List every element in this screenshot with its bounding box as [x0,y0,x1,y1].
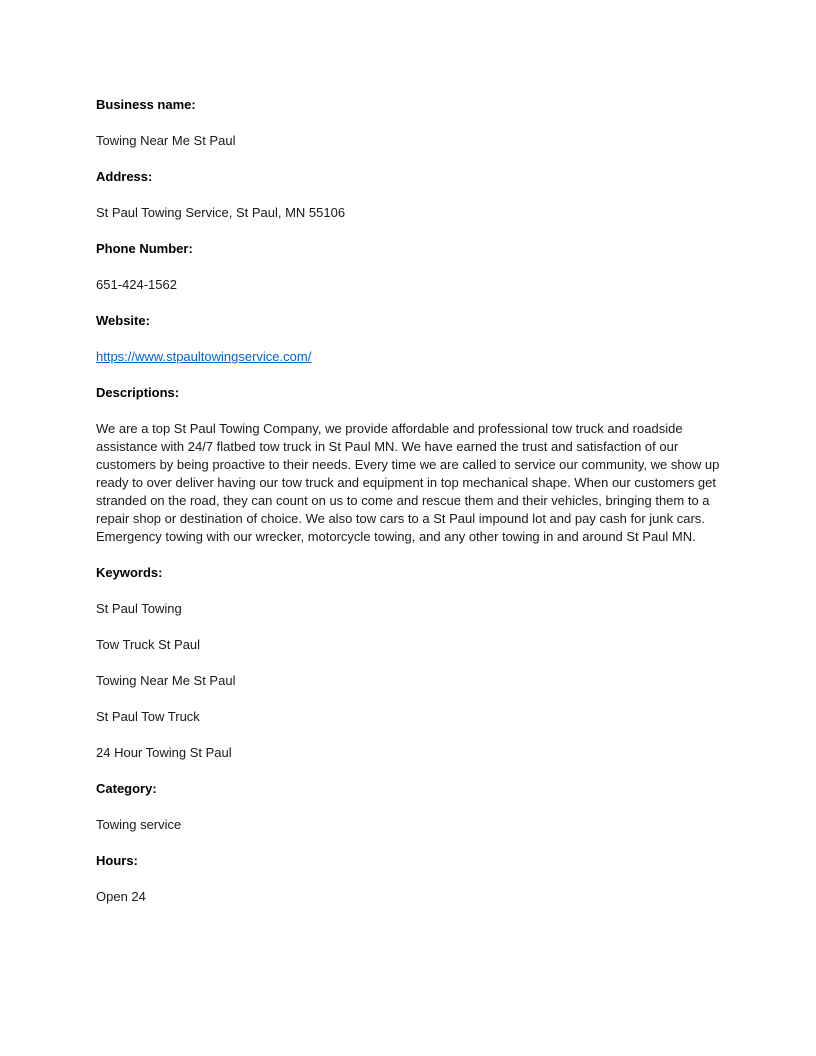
hours-label: Hours: [96,853,138,868]
website-label: Website: [96,313,150,328]
website-link[interactable]: https://www.stpaultowingservice.com/ [96,349,312,364]
document-body [96,96,720,906]
phone-number-label: Phone Number: [96,241,193,256]
keyword-item: St Paul Towing [96,601,182,616]
business-name-label: Business name: [96,97,196,112]
keyword-item: Towing Near Me St Paul [96,673,236,688]
phone-number-value: 651-424-1562 [96,277,177,292]
category-label: Category: [96,781,157,796]
keyword-item: St Paul Tow Truck [96,709,200,724]
address-value: St Paul Towing Service, St Paul, MN 55106 [96,205,346,220]
website-line [96,348,720,366]
descriptions-paragraph: We are a top St Paul Towing Company, we provide affordable and professional tow truck and roadside assistance with 24/7 flatbed tow truck in St Paul MN. We have earned the trust and satisfaction of our customers by being proactive to their needs. Every time we are called to service our community, we show up ready to over deliver having our tow truck and equipment in top mechanical shape. When our customers get stranded on the road, they can count on us to come and rescue them and their vehicles, bringing them to a repair shop or destination of choice. We also tow cars to a St Paul impound lot and pay cash for junk cars. Emergency towing with our wrecker, motorcycle towing, and any other towing in and around St Paul MN. [96,421,720,544]
descriptions-label: Descriptions: [96,385,180,400]
keyword-item: 24 Hour Towing St Paul [96,745,232,760]
business-name-value: Towing Near Me St Paul [96,133,236,148]
hours-value: Open 24 [96,889,146,904]
keywords-label: Keywords: [96,565,163,580]
address-label: Address: [96,169,153,184]
keyword-item: Tow Truck St Paul [96,637,201,652]
category-value: Towing service [96,817,182,832]
